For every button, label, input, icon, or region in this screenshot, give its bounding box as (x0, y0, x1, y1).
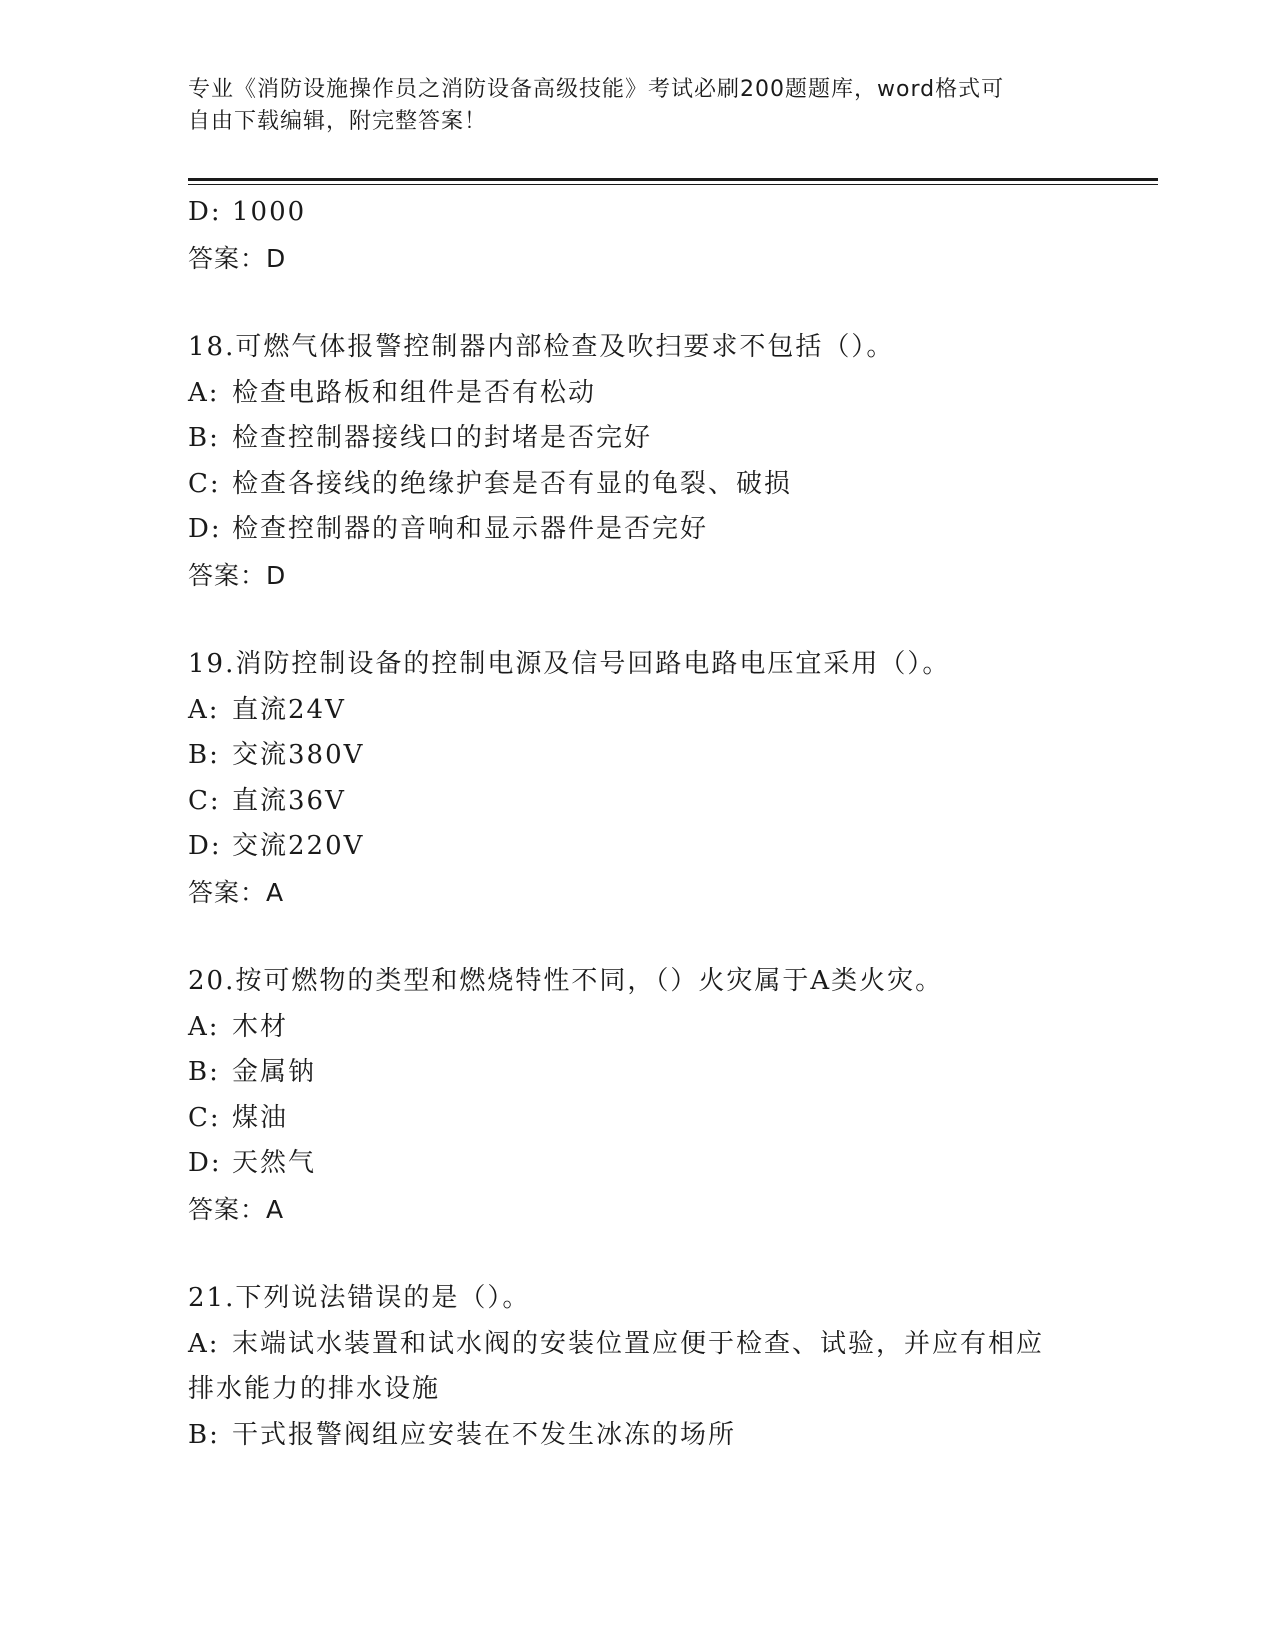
option-text: 天然气 (232, 1148, 317, 1178)
option-text: 干式报警阀组应安装在不发生冰冻的场所 (232, 1419, 737, 1450)
header-line-2: 自由下载编辑，附完整答案！ (188, 109, 488, 134)
option-d (188, 824, 1088, 870)
option-a-continuation: 排水能力的排水设施 (188, 1374, 441, 1404)
option-letter: A: (188, 377, 220, 408)
header-line-1: 专业《消防设施操作员之消防设备高级技能》考试必刷200题题库，word格式可 (188, 77, 1005, 102)
option-letter: A: (188, 1011, 220, 1042)
option-c (188, 462, 1088, 508)
option-letter: D: (188, 831, 222, 861)
option-letter: A: (188, 694, 220, 725)
option-d (188, 1141, 1088, 1187)
answer-line: 答案：D (188, 560, 287, 590)
option-a (188, 688, 1088, 734)
option-d (188, 190, 1088, 236)
option-letter: C: (188, 1102, 221, 1133)
option-text: 末端试水装置和试水阀的安装位置应便于检查、试验，并应有相应 (232, 1328, 1045, 1359)
answer-line: 答案：A (188, 877, 285, 907)
option-letter: D: (188, 197, 222, 227)
header-rule-thin (188, 184, 1158, 185)
option-text: 金属钠 (232, 1057, 317, 1087)
document-header (188, 74, 1088, 138)
question-list (188, 190, 1088, 1458)
option-letter: A: (188, 1328, 220, 1359)
option-b (188, 1050, 1088, 1096)
option-letter: C: (188, 468, 221, 499)
option-a (188, 371, 1088, 417)
option-text: 煤油 (232, 1102, 289, 1133)
option-a (188, 1005, 1088, 1051)
option-text: 直流24V (232, 694, 346, 725)
question-stem: 19.消防控制设备的控制电源及信号回路电路电压宜采用（）。 (188, 649, 951, 679)
answer-line: 答案：D (188, 243, 287, 273)
option-b (188, 733, 1088, 779)
option-letter: D: (188, 514, 222, 544)
question-stem: 18.可燃气体报警控制器内部检查及吹扫要求不包括（）。 (188, 332, 895, 362)
option-letter: B: (188, 423, 220, 453)
option-a (188, 1322, 1088, 1368)
option-text: 1000 (232, 197, 307, 227)
option-b (188, 1413, 1088, 1459)
option-text: 检查各接线的绝缘护套是否有显的龟裂、破损 (232, 468, 793, 499)
option-text: 交流380V (232, 740, 365, 770)
option-text: 木材 (232, 1011, 289, 1042)
option-c (188, 779, 1088, 825)
option-c (188, 1096, 1088, 1142)
option-letter: B: (188, 1419, 220, 1450)
question-stem: 20.按可燃物的类型和燃烧特性不同，（）火灾属于A类火灾。 (188, 966, 944, 996)
option-d (188, 507, 1088, 553)
option-letter: C: (188, 785, 221, 816)
option-text: 检查控制器的音响和显示器件是否完好 (232, 514, 709, 544)
option-text: 直流36V (232, 785, 346, 816)
option-letter: B: (188, 1057, 220, 1087)
option-letter: D: (188, 1148, 222, 1178)
header-rule-thick (188, 178, 1158, 181)
option-b (188, 416, 1088, 462)
option-letter: B: (188, 740, 220, 770)
question-stem: 21.下列说法错误的是（）。 (188, 1283, 531, 1313)
option-text: 检查控制器接线口的封堵是否完好 (232, 423, 653, 453)
option-text: 检查电路板和组件是否有松动 (232, 377, 597, 408)
answer-line: 答案：A (188, 1194, 285, 1224)
option-text: 交流220V (232, 831, 365, 861)
